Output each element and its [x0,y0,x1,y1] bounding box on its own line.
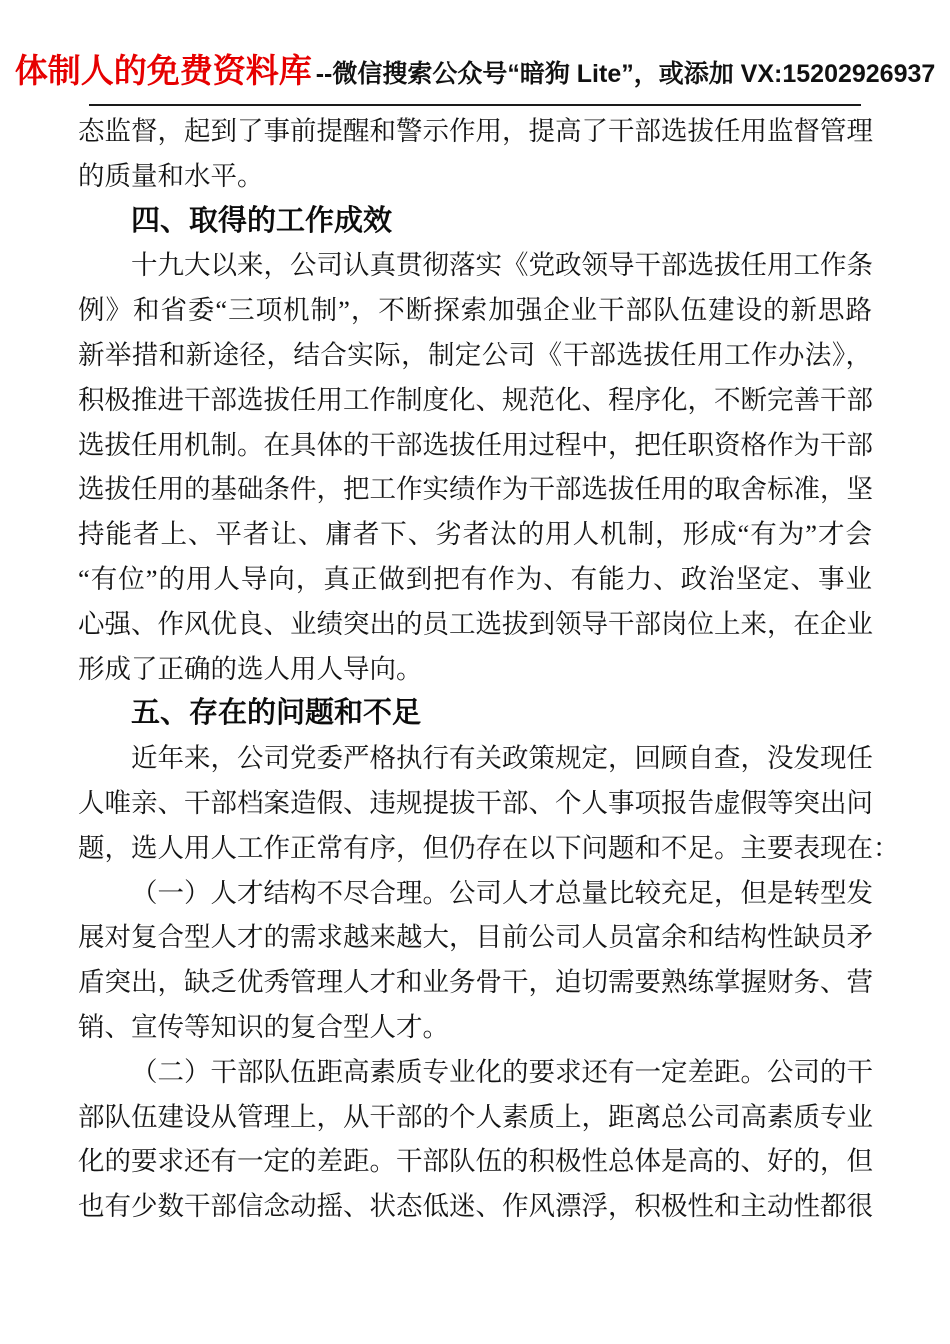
section-heading: 五、存在的问题和不足 [131,697,422,730]
brand-tagline: --微信搜索公众号“暗狗 Lite”，或添加 VX:15202926937 [315,60,936,88]
text-line: 的质量和水平。 [78,160,264,191]
text-line: “有位”的用人导向，真正做到把有作为、有能力、政治坚定、事业 [78,563,872,594]
section-heading: 四、取得的工作成效 [131,204,393,237]
text-line: 化的要求还有一定的差距。干部队伍的积极性总体是高的、好的，但 [78,1146,873,1177]
text-line: 题，选人用人工作正常有序，但仍存在以下问题和不足。主要表现在： [78,832,900,863]
text-line: 十九大以来，公司认真贯彻落实《党政领导干部选拔任用工作条 [131,250,873,281]
text-line: 选拔任用机制。在具体的干部选拔任用过程中，把任职资格作为干部 [78,429,873,460]
text-line: （一）人才结构不尽合理。公司人才总量比较充足，但是转型发 [131,877,873,908]
text-line: 部队伍建设从管理上，从干部的个人素质上，距离总公司高素质专业 [78,1101,873,1132]
document-body [78,109,900,1229]
text-line: 也有少数干部信念动摇、状态低迷、作风漂浮，积极性和主动性都很 [78,1191,873,1222]
text-line: 持能者上、平者让、庸者下、劣者汰的用人机制，形成“有为”才会 [78,519,872,550]
text-line: （二）干部队伍距高素质专业化的要求还有一定差距。公司的干 [131,1056,873,1087]
text-line: 人唯亲、干部档案造假、违规提拔干部、个人事项报告虚假等突出问 [78,787,873,818]
text-line: 形成了正确的选人用人导向。 [78,653,423,684]
text-line: 态监督，起到了事前提醒和警示作用，提高了干部选拔任用监督管理 [78,116,873,146]
text-line: 展对复合型人才的需求越来越大，目前公司人员富余和结构性缺员矛 [78,922,873,953]
text-line: 选拔任用的基础条件，把工作实绩作为干部选拔任用的取舍标准，坚 [78,474,873,505]
header-divider [89,104,861,106]
text-line: 心强、作风优良、业绩突出的员工选拔到领导干部岗位上来，在企业 [78,608,873,639]
promo-header [0,0,950,99]
text-line: 积极推进干部选拔任用工作制度化、规范化、程序化，不断完善干部 [78,384,873,415]
text-line: 新举措和新途径，结合实际，制定公司《干部选拔任用工作办法》， [78,339,872,370]
text-line: 销、宣传等知识的复合型人才。 [78,1011,449,1042]
text-line: 例》和省委“三项机制”，不断探索加强企业干部队伍建设的新思路 [78,295,872,326]
text-line: 近年来，公司党委严格执行有关政策规定，回顾自查，没发现任 [131,743,873,774]
brand-title: 体制人的免费资料库 [14,52,312,89]
text-line: 盾突出，缺乏优秀管理人才和业务骨干，迫切需要熟练掌握财务、营 [78,967,873,998]
